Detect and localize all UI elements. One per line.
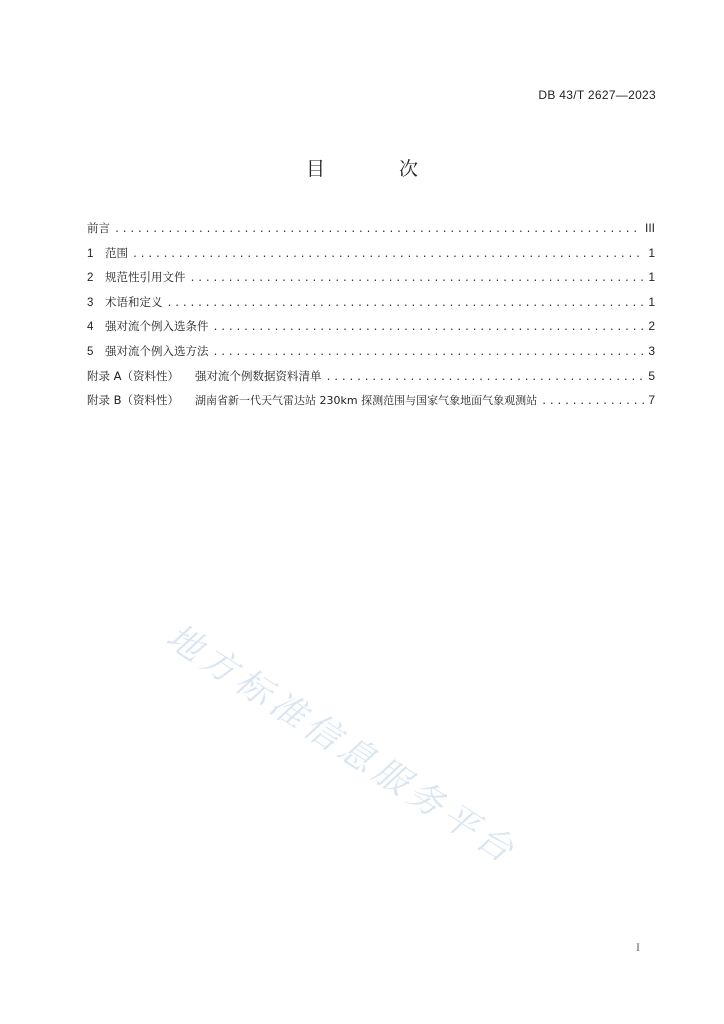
toc-entry-4[interactable] [87, 318, 655, 343]
watermark: 地方标准信息服务平台 [158, 616, 525, 874]
toc-entry-appendix-a[interactable] [87, 368, 655, 393]
toc-appendix-tag: 附录 B（资料性） [87, 393, 180, 408]
toc-label: 规范性引用文件 [105, 270, 186, 285]
table-of-contents [87, 220, 655, 417]
toc-leader-dots [114, 224, 641, 235]
toc-number: 2 [87, 272, 94, 285]
toc-page-number: 2 [648, 319, 655, 334]
toc-number: 4 [87, 321, 94, 334]
toc-leader-dots [213, 322, 645, 333]
toc-page-number: 1 [648, 245, 655, 260]
toc-entry-5[interactable] [87, 343, 655, 368]
toc-page-number: 7 [648, 393, 655, 408]
toc-entry-1[interactable] [87, 245, 655, 270]
toc-label: 术语和定义 [105, 294, 163, 309]
toc-page-number: 3 [648, 343, 655, 358]
toc-page-number: 1 [648, 294, 655, 309]
toc-label: 强对流个例入选条件 [105, 319, 209, 334]
toc-leader-dots [167, 298, 645, 309]
toc-label: 强对流个例数据资料清单 [195, 368, 322, 383]
toc-number: 3 [87, 296, 94, 309]
toc-number: 5 [87, 345, 94, 358]
toc-entry-foreword[interactable] [87, 220, 655, 245]
toc-label: 强对流个例入选方法 [105, 343, 209, 358]
toc-label: 湖南省新一代天气雷达站 230km 探测范围与国家气象地面气象观测站 [195, 394, 538, 408]
document-code: DB 43/T 2627—2023 [538, 88, 656, 102]
toc-leader-dots [541, 396, 644, 407]
toc-page-number: 5 [648, 368, 655, 383]
toc-page-number: 1 [648, 270, 655, 285]
toc-entry-appendix-b[interactable] [87, 392, 655, 417]
toc-label: 范围 [105, 245, 128, 260]
toc-label: 前言 [87, 221, 110, 235]
toc-leader-dots [190, 273, 645, 284]
page-title: 目 次 [305, 158, 453, 180]
toc-leader-dots [132, 249, 644, 260]
toc-leader-dots [213, 347, 645, 358]
page-number: I [636, 940, 640, 954]
toc-entry-2[interactable] [87, 269, 655, 294]
toc-number: 1 [87, 247, 94, 260]
toc-leader-dots [326, 372, 645, 383]
toc-entry-3[interactable] [87, 294, 655, 319]
toc-page-number: III [644, 221, 655, 235]
toc-appendix-tag: 附录 A（资料性） [87, 368, 180, 383]
